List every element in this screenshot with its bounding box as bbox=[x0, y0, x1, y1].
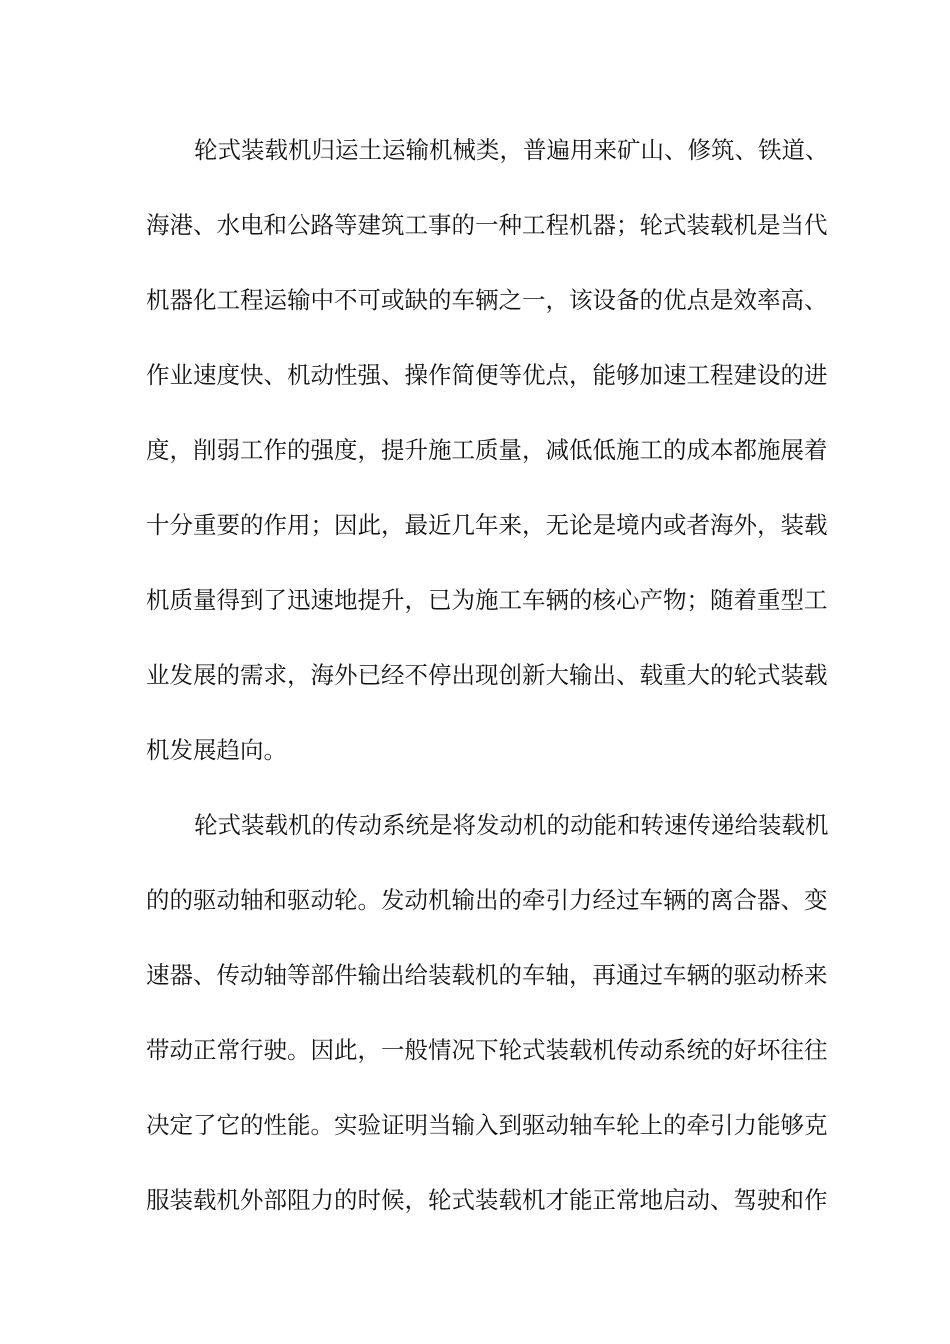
paragraph-2-line-1: 轮式装载机的传动系统是将发动机的动能和转速传递给装载机 bbox=[194, 811, 829, 839]
paragraph-1-line-5: 度，削弱工作的强度，提升施工质量，减低低施工的成本都施展着 bbox=[146, 436, 828, 464]
paragraph-2-line-3: 速器、传动轴等部件输出给装载机的车轴，再通过车辆的驱动桥来 bbox=[146, 961, 828, 989]
paragraph-1-line-6: 十分重要的作用；因此，最近几年来，无论是境内或者海外，装载 bbox=[146, 511, 828, 539]
paragraph-2-line-5: 决定了它的性能。实验证明当输入到驱动轴车轮上的牵引力能够克 bbox=[146, 1111, 828, 1139]
paragraph-1-line-3: 机器化工程运输中不可或缺的车辆之一，该设备的优点是效率高、 bbox=[146, 286, 828, 314]
paragraph-1-line-8: 业发展的需求，海外已经不停出现创新大输出、载重大的轮式装载 bbox=[146, 661, 828, 689]
paragraph-1-line-9: 机发展趋向。 bbox=[146, 736, 287, 764]
paragraph-2-line-4: 带动正常行驶。因此，一般情况下轮式装载机传动系统的好坏往往 bbox=[146, 1036, 828, 1064]
paragraph-1-line-7: 机质量得到了迅速地提升，已为施工车辆的核心产物；随着重型工 bbox=[146, 586, 828, 614]
paragraph-2-line-2: 的的驱动轴和驱动轮。发动机输出的牵引力经过车辆的离合器、变 bbox=[146, 886, 828, 914]
paragraph-1-line-4: 作业速度快、机动性强、操作简便等优点，能够加速工程建设的进 bbox=[146, 361, 828, 389]
paragraph-2-line-6: 服装载机外部阻力的时候，轮式装载机才能正常地启动、驾驶和作 bbox=[146, 1186, 828, 1214]
paragraph-1-line-1: 轮式装载机归运土运输机械类，普遍用来矿山、修筑、铁道、 bbox=[194, 136, 829, 164]
paragraph-1-line-2: 海港、水电和公路等建筑工事的一种工程机器；轮式装载机是当代 bbox=[146, 211, 828, 239]
